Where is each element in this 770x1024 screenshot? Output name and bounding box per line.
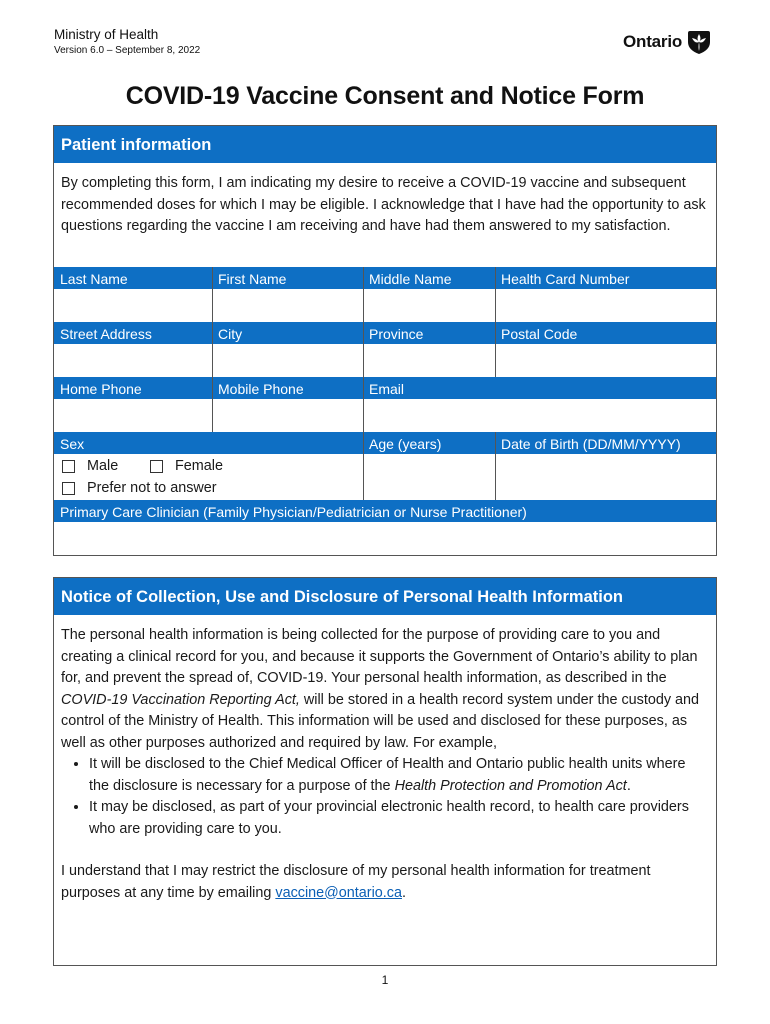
name-row-header — [54, 267, 716, 289]
clinician-row-header — [54, 500, 716, 522]
ontario-logo — [623, 30, 710, 54]
contact-row-header — [54, 377, 716, 399]
sex-option-female[interactable] — [150, 458, 223, 474]
ontario-wordmark: Ontario — [623, 32, 683, 51]
sex-option-male[interactable] — [62, 458, 118, 474]
male-label: Male — [87, 458, 119, 474]
notice-paragraph — [61, 625, 709, 754]
male-checkbox[interactable] — [62, 460, 75, 473]
act-name: Health Protection and Promotion Act — [394, 777, 627, 794]
age-field[interactable] — [364, 454, 495, 500]
sex-option-prefer-not[interactable] — [62, 480, 217, 496]
bullet-text: . — [626, 777, 631, 794]
act-name: COVID-19 Vaccination Reporting Act, — [61, 691, 300, 708]
version-text: Version 6.0 – September 8, 2022 — [54, 45, 201, 56]
street-address-label: Street Address — [60, 326, 152, 342]
page-number: 1 — [381, 973, 389, 987]
grid-divider — [363, 267, 364, 500]
prefer-not-checkbox[interactable] — [62, 482, 75, 495]
home-phone-label: Home Phone — [60, 381, 142, 397]
street-address-field[interactable] — [54, 344, 212, 377]
patient-fields-grid — [54, 267, 716, 555]
province-field[interactable] — [364, 344, 495, 377]
notice-section — [53, 577, 717, 966]
prefer-not-label: Prefer not to answer — [87, 480, 217, 496]
primary-care-clinician-label: Primary Care Clinician (Family Physician/Pediatrician or Nurse Practitioner) — [60, 504, 527, 520]
restriction-text: . — [401, 884, 406, 901]
notice-text: will be stored in a health record system under the custody and control of the Ministry of Health. This information will be used and disclosed for these purposes, as well as other purposes authorized and required by law. For example, — [61, 691, 700, 751]
middle-name-field[interactable] — [364, 289, 495, 322]
trillium-icon — [688, 30, 710, 54]
health-card-label: Health Card Number — [501, 271, 630, 287]
notice-body — [54, 615, 716, 904]
sex-label: Sex — [60, 436, 85, 452]
list-item — [89, 797, 709, 840]
restriction-text: I understand that I may restrict the disclosure of my personal health information for treatment purposes at any time by emailing — [61, 863, 651, 901]
city-label: City — [218, 326, 243, 342]
age-label: Age (years) — [369, 436, 442, 452]
province-label: Province — [369, 326, 424, 342]
consent-statement: By completing this form, I am indicating my desire to receive a COVID-19 vaccine and subsequent recommended doses for which I may be eligible. I acknowledge that I have had the opportunity to ask questions regarding the vaccine I am receiving and have had them answered to my satisfaction. — [61, 175, 706, 234]
ministry-name: Ministry of Health — [54, 27, 159, 42]
address-row-header — [54, 322, 716, 344]
mobile-phone-field[interactable] — [213, 399, 363, 432]
postal-code-label: Postal Code — [501, 326, 578, 342]
grid-divider — [495, 322, 496, 377]
dob-label: Date of Birth (DD/MM/YYYY) — [501, 436, 681, 452]
dob-field[interactable] — [496, 454, 716, 500]
last-name-label: Last Name — [60, 271, 128, 287]
patient-information-heading: Patient information — [54, 126, 716, 163]
last-name-field[interactable] — [54, 289, 212, 322]
notice-heading: Notice of Collection, Use and Disclosure of Personal Health Information — [54, 578, 716, 615]
grid-divider — [495, 432, 496, 500]
patient-information-section — [53, 125, 717, 556]
demographics-row-header — [54, 432, 716, 454]
female-label: Female — [175, 458, 223, 474]
restriction-paragraph — [61, 861, 709, 904]
disclosure-list — [61, 754, 709, 840]
female-checkbox[interactable] — [150, 460, 163, 473]
primary-care-clinician-field[interactable] — [54, 522, 716, 555]
list-item — [89, 754, 709, 797]
first-name-label: First Name — [218, 271, 287, 287]
bullet-text: It may be disclosed, as part of your provincial electronic health record, to health care providers who are providing care to you. — [89, 799, 689, 837]
email-field[interactable] — [364, 399, 716, 432]
email-link[interactable]: vaccine@ontario.ca — [275, 884, 402, 901]
form-title: COVID-19 Vaccine Consent and Notice Form — [125, 82, 645, 110]
postal-code-field[interactable] — [496, 344, 716, 377]
city-field[interactable] — [213, 344, 363, 377]
grid-divider — [212, 267, 213, 432]
grid-divider — [495, 267, 496, 322]
middle-name-label: Middle Name — [369, 271, 452, 287]
health-card-field[interactable] — [496, 289, 716, 322]
mobile-phone-label: Mobile Phone — [218, 381, 304, 397]
email-label: Email — [369, 381, 405, 397]
notice-text: The personal health information is being collected for the purpose of providing care to you and creating a clinical record for you, and because it supports the Government of Ontario’s ability to plan for, and prevent the spread of, COVID-19. Your personal health information, as described in the — [61, 627, 698, 686]
home-phone-field[interactable] — [54, 399, 212, 432]
bullet-text: It will be disclosed to the Chief Medical Officer of Health and Ontario public health units where the disclosure is necessary for a purpose of the — [89, 756, 686, 794]
first-name-field[interactable] — [213, 289, 363, 322]
